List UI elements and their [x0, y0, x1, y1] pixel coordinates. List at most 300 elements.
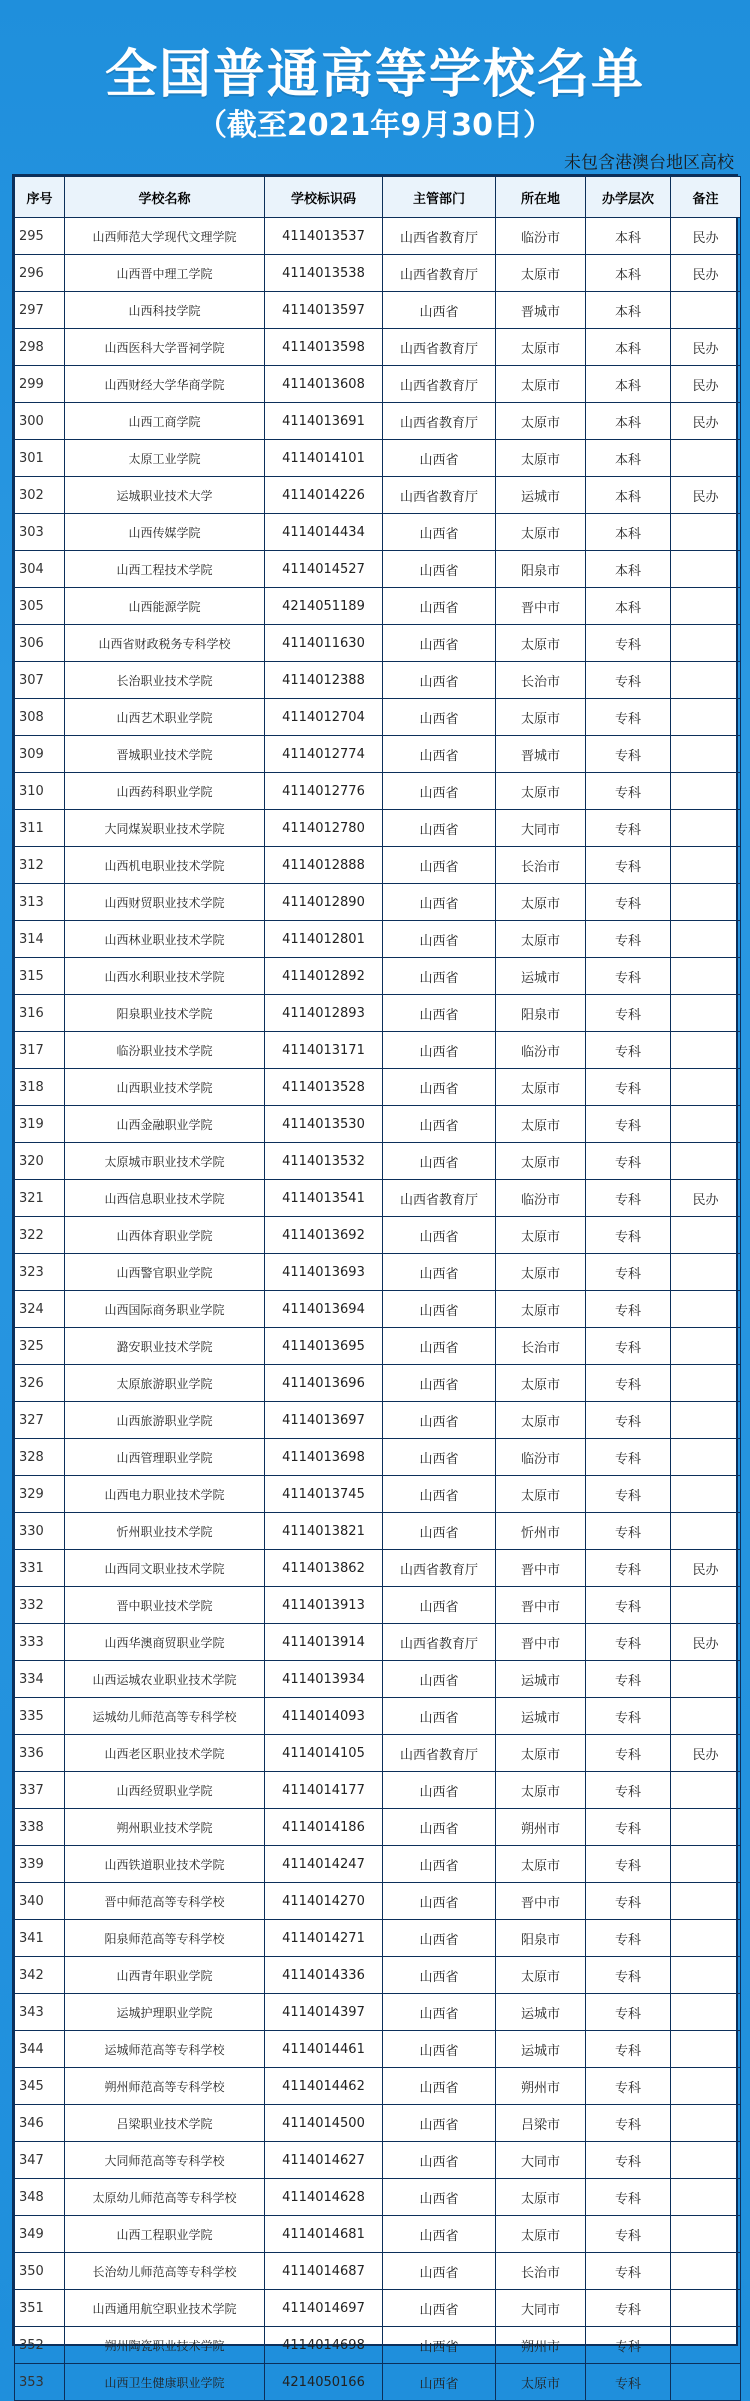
row-level: 专科: [586, 1254, 671, 1291]
row-school-name: 山西旅游职业学院: [65, 1402, 265, 1439]
row-seq: 325: [15, 1328, 65, 1365]
row-seq: 301: [15, 440, 65, 477]
row-school-code: 4114013537: [265, 218, 383, 255]
row-school-code: 4114014527: [265, 551, 383, 588]
row-school-name: 晋中职业技术学院: [65, 1587, 265, 1624]
header-level: 办学层次: [586, 177, 671, 218]
row-level: 本科: [586, 588, 671, 625]
row-location: 晋中市: [496, 588, 586, 625]
row-school-name: 山西体育职业学院: [65, 1217, 265, 1254]
row-remark: [671, 2216, 741, 2253]
row-location: 太原市: [496, 514, 586, 551]
exclusion-note: 未包含港澳台地区高校: [564, 153, 734, 173]
row-school-name: 山西水利职业技术学院: [65, 958, 265, 995]
row-level: 专科: [586, 625, 671, 662]
row-location: 晋中市: [496, 1883, 586, 1920]
table-row: [15, 1476, 741, 1513]
row-school-code: 4114014093: [265, 1698, 383, 1735]
row-department: 山西省: [383, 1809, 496, 1846]
row-location: 朔州市: [496, 1809, 586, 1846]
row-remark: [671, 1994, 741, 2031]
row-seq: 347: [15, 2142, 65, 2179]
row-school-name: 山西林业职业技术学院: [65, 921, 265, 958]
row-remark: [671, 995, 741, 1032]
row-school-name: 山西华澳商贸职业学院: [65, 1624, 265, 1661]
row-school-code: 4114014247: [265, 1846, 383, 1883]
row-department: 山西省教育厅: [383, 329, 496, 366]
row-school-name: 运城护理职业学院: [65, 1994, 265, 2031]
row-school-name: 山西财经大学华商学院: [65, 366, 265, 403]
page-subtitle: （截至2021年9月30日）: [196, 108, 554, 143]
row-remark: [671, 1365, 741, 1402]
row-seq: 353: [15, 2364, 65, 2401]
page-title: 全国普通高等学校名单: [104, 45, 645, 105]
row-location: 太原市: [496, 1476, 586, 1513]
row-seq: 352: [15, 2327, 65, 2364]
row-location: 阳泉市: [496, 995, 586, 1032]
row-level: 专科: [586, 1180, 671, 1217]
row-school-code: 4114014177: [265, 1772, 383, 1809]
row-seq: 308: [15, 699, 65, 736]
row-school-code: 4114014697: [265, 2290, 383, 2327]
row-level: 专科: [586, 1217, 671, 1254]
header-location: 所在地: [496, 177, 586, 218]
row-level: 本科: [586, 329, 671, 366]
row-school-code: 4214050166: [265, 2364, 383, 2401]
row-department: 山西省: [383, 1587, 496, 1624]
table-row: [15, 773, 741, 810]
row-seq: 337: [15, 1772, 65, 1809]
table-row: [15, 2216, 741, 2253]
row-department: 山西省教育厅: [383, 366, 496, 403]
row-school-name: 山西科技学院: [65, 292, 265, 329]
row-seq: 343: [15, 1994, 65, 2031]
row-department: 山西省教育厅: [383, 255, 496, 292]
row-remark: 民办: [671, 1624, 741, 1661]
row-school-code: 4114013914: [265, 1624, 383, 1661]
row-level: 专科: [586, 1661, 671, 1698]
row-department: 山西省: [383, 1772, 496, 1809]
table-row: [15, 1698, 741, 1735]
row-department: 山西省: [383, 773, 496, 810]
row-department: 山西省: [383, 995, 496, 1032]
row-seq: 319: [15, 1106, 65, 1143]
table-row: [15, 1587, 741, 1624]
row-remark: [671, 1291, 741, 1328]
row-remark: [671, 921, 741, 958]
row-location: 运城市: [496, 477, 586, 514]
row-school-code: 4114013597: [265, 292, 383, 329]
row-school-name: 山西艺术职业学院: [65, 699, 265, 736]
row-level: 专科: [586, 1328, 671, 1365]
row-school-name: 太原旅游职业学院: [65, 1365, 265, 1402]
table-row: [15, 403, 741, 440]
table-row: [15, 218, 741, 255]
row-school-code: 4114014186: [265, 1809, 383, 1846]
row-location: 太原市: [496, 2216, 586, 2253]
row-location: 长治市: [496, 1328, 586, 1365]
row-school-code: 4114013821: [265, 1513, 383, 1550]
row-department: 山西省: [383, 2031, 496, 2068]
row-school-code: 4114013532: [265, 1143, 383, 1180]
row-remark: 民办: [671, 329, 741, 366]
row-school-name: 长治幼儿师范高等专科学校: [65, 2253, 265, 2290]
row-school-name: 运城师范高等专科学校: [65, 2031, 265, 2068]
row-location: 吕梁市: [496, 2105, 586, 2142]
row-seq: 316: [15, 995, 65, 1032]
row-department: 山西省: [383, 2327, 496, 2364]
row-level: 专科: [586, 1439, 671, 1476]
table-row: [15, 329, 741, 366]
row-school-code: 4114013598: [265, 329, 383, 366]
row-seq: 311: [15, 810, 65, 847]
row-level: 专科: [586, 1476, 671, 1513]
row-seq: 336: [15, 1735, 65, 1772]
row-level: 专科: [586, 810, 671, 847]
row-location: 太原市: [496, 884, 586, 921]
header-remark: 备注: [671, 177, 741, 218]
row-level: 本科: [586, 218, 671, 255]
row-level: 专科: [586, 2253, 671, 2290]
row-location: 运城市: [496, 1994, 586, 2031]
row-remark: [671, 2364, 741, 2401]
row-school-name: 山西工程职业学院: [65, 2216, 265, 2253]
row-level: 专科: [586, 1698, 671, 1735]
table-row: [15, 1883, 741, 1920]
row-seq: 342: [15, 1957, 65, 1994]
row-school-name: 山西能源学院: [65, 588, 265, 625]
table-row: [15, 958, 741, 995]
row-level: 专科: [586, 1772, 671, 1809]
row-school-name: 山西晋中理工学院: [65, 255, 265, 292]
row-location: 晋中市: [496, 1624, 586, 1661]
row-department: 山西省: [383, 1069, 496, 1106]
row-seq: 331: [15, 1550, 65, 1587]
row-school-code: 4114014226: [265, 477, 383, 514]
row-seq: 326: [15, 1365, 65, 1402]
row-location: 太原市: [496, 699, 586, 736]
row-school-name: 晋城职业技术学院: [65, 736, 265, 773]
row-seq: 344: [15, 2031, 65, 2068]
table-row: [15, 1106, 741, 1143]
row-level: 专科: [586, 1735, 671, 1772]
row-school-name: 山西通用航空职业技术学院: [65, 2290, 265, 2327]
row-department: 山西省: [383, 551, 496, 588]
row-school-code: 4114012774: [265, 736, 383, 773]
row-department: 山西省: [383, 2068, 496, 2105]
row-level: 本科: [586, 514, 671, 551]
row-seq: 298: [15, 329, 65, 366]
table-row: [15, 2179, 741, 2216]
row-seq: 341: [15, 1920, 65, 1957]
row-level: 专科: [586, 1846, 671, 1883]
row-level: 专科: [586, 958, 671, 995]
header-school-code: 学校标识码: [265, 177, 383, 218]
row-location: 晋中市: [496, 1550, 586, 1587]
row-school-name: 忻州职业技术学院: [65, 1513, 265, 1550]
row-school-name: 山西青年职业学院: [65, 1957, 265, 1994]
row-remark: [671, 1698, 741, 1735]
row-school-code: 4114013697: [265, 1402, 383, 1439]
row-level: 专科: [586, 2068, 671, 2105]
row-school-code: 4114013694: [265, 1291, 383, 1328]
header-seq: 序号: [15, 177, 65, 218]
row-seq: 335: [15, 1698, 65, 1735]
row-level: 专科: [586, 1032, 671, 1069]
row-school-name: 山西铁道职业技术学院: [65, 1846, 265, 1883]
table-row: [15, 1143, 741, 1180]
row-level: 专科: [586, 2179, 671, 2216]
row-level: 本科: [586, 292, 671, 329]
row-department: 山西省: [383, 588, 496, 625]
row-school-code: 4114014462: [265, 2068, 383, 2105]
row-location: 忻州市: [496, 1513, 586, 1550]
row-location: 运城市: [496, 2031, 586, 2068]
row-school-code: 4114013171: [265, 1032, 383, 1069]
row-location: 阳泉市: [496, 1920, 586, 1957]
row-seq: 345: [15, 2068, 65, 2105]
row-school-code: 4114014681: [265, 2216, 383, 2253]
row-school-code: 4114013693: [265, 1254, 383, 1291]
row-department: 山西省: [383, 1994, 496, 2031]
row-remark: [671, 514, 741, 551]
row-school-code: 4114012892: [265, 958, 383, 995]
row-school-code: 4114014627: [265, 2142, 383, 2179]
row-remark: 民办: [671, 1550, 741, 1587]
table-row: [15, 477, 741, 514]
row-school-code: 4114013541: [265, 1180, 383, 1217]
row-level: 本科: [586, 551, 671, 588]
row-level: 专科: [586, 1920, 671, 1957]
row-department: 山西省: [383, 1698, 496, 1735]
row-seq: 314: [15, 921, 65, 958]
row-remark: 民办: [671, 477, 741, 514]
row-level: 本科: [586, 366, 671, 403]
row-level: 专科: [586, 662, 671, 699]
table-row: [15, 1920, 741, 1957]
row-seq: 339: [15, 1846, 65, 1883]
row-level: 专科: [586, 1402, 671, 1439]
row-school-name: 山西职业技术学院: [65, 1069, 265, 1106]
row-remark: 民办: [671, 403, 741, 440]
row-remark: [671, 1920, 741, 1957]
row-department: 山西省教育厅: [383, 1624, 496, 1661]
row-remark: [671, 292, 741, 329]
row-school-name: 运城幼儿师范高等专科学校: [65, 1698, 265, 1735]
row-level: 本科: [586, 477, 671, 514]
row-remark: [671, 1106, 741, 1143]
row-school-code: 4114013691: [265, 403, 383, 440]
table-row: [15, 847, 741, 884]
university-table-grid: [14, 176, 741, 2401]
row-school-code: 4114012776: [265, 773, 383, 810]
row-school-name: 朔州职业技术学院: [65, 1809, 265, 1846]
row-seq: 312: [15, 847, 65, 884]
row-school-code: 4114014461: [265, 2031, 383, 2068]
row-remark: [671, 625, 741, 662]
row-department: 山西省: [383, 1661, 496, 1698]
row-remark: [671, 1032, 741, 1069]
row-seq: 340: [15, 1883, 65, 1920]
row-seq: 351: [15, 2290, 65, 2327]
row-department: 山西省: [383, 2290, 496, 2327]
row-level: 专科: [586, 1143, 671, 1180]
row-seq: 304: [15, 551, 65, 588]
table-row: [15, 2364, 741, 2401]
table-row: [15, 625, 741, 662]
row-school-name: 山西卫生健康职业学院: [65, 2364, 265, 2401]
row-location: 晋城市: [496, 292, 586, 329]
table-row: [15, 2068, 741, 2105]
row-school-name: 山西药科职业学院: [65, 773, 265, 810]
row-department: 山西省: [383, 514, 496, 551]
table-row: [15, 1809, 741, 1846]
table-row: [15, 514, 741, 551]
row-school-name: 阳泉师范高等专科学校: [65, 1920, 265, 1957]
row-school-name: 太原城市职业技术学院: [65, 1143, 265, 1180]
row-location: 朔州市: [496, 2068, 586, 2105]
row-level: 专科: [586, 1957, 671, 1994]
row-department: 山西省: [383, 2142, 496, 2179]
row-seq: 322: [15, 1217, 65, 1254]
row-remark: [671, 2105, 741, 2142]
row-department: 山西省: [383, 1365, 496, 1402]
row-remark: [671, 958, 741, 995]
row-school-name: 大同煤炭职业技术学院: [65, 810, 265, 847]
row-school-code: 4114013528: [265, 1069, 383, 1106]
row-school-code: 4114013608: [265, 366, 383, 403]
row-location: 太原市: [496, 255, 586, 292]
row-remark: [671, 1217, 741, 1254]
row-seq: 321: [15, 1180, 65, 1217]
row-school-code: 4114013934: [265, 1661, 383, 1698]
row-level: 专科: [586, 1587, 671, 1624]
row-location: 运城市: [496, 958, 586, 995]
table-row: [15, 810, 741, 847]
row-remark: 民办: [671, 218, 741, 255]
row-department: 山西省: [383, 958, 496, 995]
row-school-name: 山西国际商务职业学院: [65, 1291, 265, 1328]
row-seq: 328: [15, 1439, 65, 1476]
table-row: [15, 1254, 741, 1291]
table-row: [15, 662, 741, 699]
row-school-name: 山西经贸职业学院: [65, 1772, 265, 1809]
row-department: 山西省: [383, 1032, 496, 1069]
row-seq: 303: [15, 514, 65, 551]
row-school-code: 4114013538: [265, 255, 383, 292]
row-seq: 310: [15, 773, 65, 810]
row-seq: 333: [15, 1624, 65, 1661]
row-remark: [671, 662, 741, 699]
row-seq: 338: [15, 1809, 65, 1846]
row-department: 山西省教育厅: [383, 1180, 496, 1217]
row-level: 专科: [586, 1883, 671, 1920]
row-department: 山西省教育厅: [383, 1550, 496, 1587]
row-department: 山西省: [383, 1291, 496, 1328]
row-school-name: 山西电力职业技术学院: [65, 1476, 265, 1513]
row-remark: [671, 1957, 741, 1994]
row-remark: [671, 884, 741, 921]
row-location: 太原市: [496, 1291, 586, 1328]
row-school-code: 4114012388: [265, 662, 383, 699]
row-school-code: 4114013692: [265, 1217, 383, 1254]
row-department: 山西省: [383, 2105, 496, 2142]
table-header-row: [15, 177, 741, 218]
row-level: 专科: [586, 1069, 671, 1106]
row-school-code: 4114014105: [265, 1735, 383, 1772]
row-school-code: 4114014500: [265, 2105, 383, 2142]
table-row: [15, 2327, 741, 2364]
row-school-code: 4114011630: [265, 625, 383, 662]
row-location: 太原市: [496, 2364, 586, 2401]
row-location: 太原市: [496, 773, 586, 810]
table-row: [15, 1439, 741, 1476]
row-department: 山西省: [383, 884, 496, 921]
row-location: 太原市: [496, 1069, 586, 1106]
table-row: [15, 1513, 741, 1550]
table-row: [15, 2105, 741, 2142]
row-department: 山西省: [383, 810, 496, 847]
row-school-code: 4114013862: [265, 1550, 383, 1587]
row-department: 山西省: [383, 1920, 496, 1957]
row-school-name: 大同师范高等专科学校: [65, 2142, 265, 2179]
row-school-code: 4114014271: [265, 1920, 383, 1957]
row-remark: [671, 1254, 741, 1291]
row-location: 太原市: [496, 921, 586, 958]
row-department: 山西省: [383, 1883, 496, 1920]
row-seq: 318: [15, 1069, 65, 1106]
table-row: [15, 1735, 741, 1772]
row-remark: [671, 1661, 741, 1698]
row-school-name: 山西警官职业学院: [65, 1254, 265, 1291]
row-remark: [671, 2179, 741, 2216]
row-department: 山西省: [383, 2253, 496, 2290]
university-table: [12, 174, 738, 2392]
row-school-name: 山西省财政税务专科学校: [65, 625, 265, 662]
row-location: 临汾市: [496, 1439, 586, 1476]
row-location: 太原市: [496, 1846, 586, 1883]
table-row: [15, 255, 741, 292]
row-school-name: 太原幼儿师范高等专科学校: [65, 2179, 265, 2216]
row-location: 太原市: [496, 329, 586, 366]
row-department: 山西省: [383, 1254, 496, 1291]
row-school-name: 山西医科大学晋祠学院: [65, 329, 265, 366]
row-school-name: 晋中师范高等专科学校: [65, 1883, 265, 1920]
row-school-code: 4114013530: [265, 1106, 383, 1143]
table-row: [15, 736, 741, 773]
row-remark: [671, 1513, 741, 1550]
row-remark: [671, 2327, 741, 2364]
row-remark: [671, 1143, 741, 1180]
row-school-name: 吕梁职业技术学院: [65, 2105, 265, 2142]
row-remark: [671, 773, 741, 810]
row-department: 山西省: [383, 1846, 496, 1883]
row-remark: [671, 551, 741, 588]
row-school-name: 朔州陶瓷职业技术学院: [65, 2327, 265, 2364]
row-remark: [671, 1587, 741, 1624]
table-row: [15, 699, 741, 736]
row-department: 山西省: [383, 1328, 496, 1365]
row-department: 山西省: [383, 440, 496, 477]
row-department: 山西省教育厅: [383, 477, 496, 514]
row-school-name: 太原工业学院: [65, 440, 265, 477]
row-seq: 307: [15, 662, 65, 699]
row-seq: 324: [15, 1291, 65, 1328]
row-school-name: 山西师范大学现代文理学院: [65, 218, 265, 255]
row-level: 本科: [586, 403, 671, 440]
row-level: 专科: [586, 699, 671, 736]
row-remark: 民办: [671, 1180, 741, 1217]
